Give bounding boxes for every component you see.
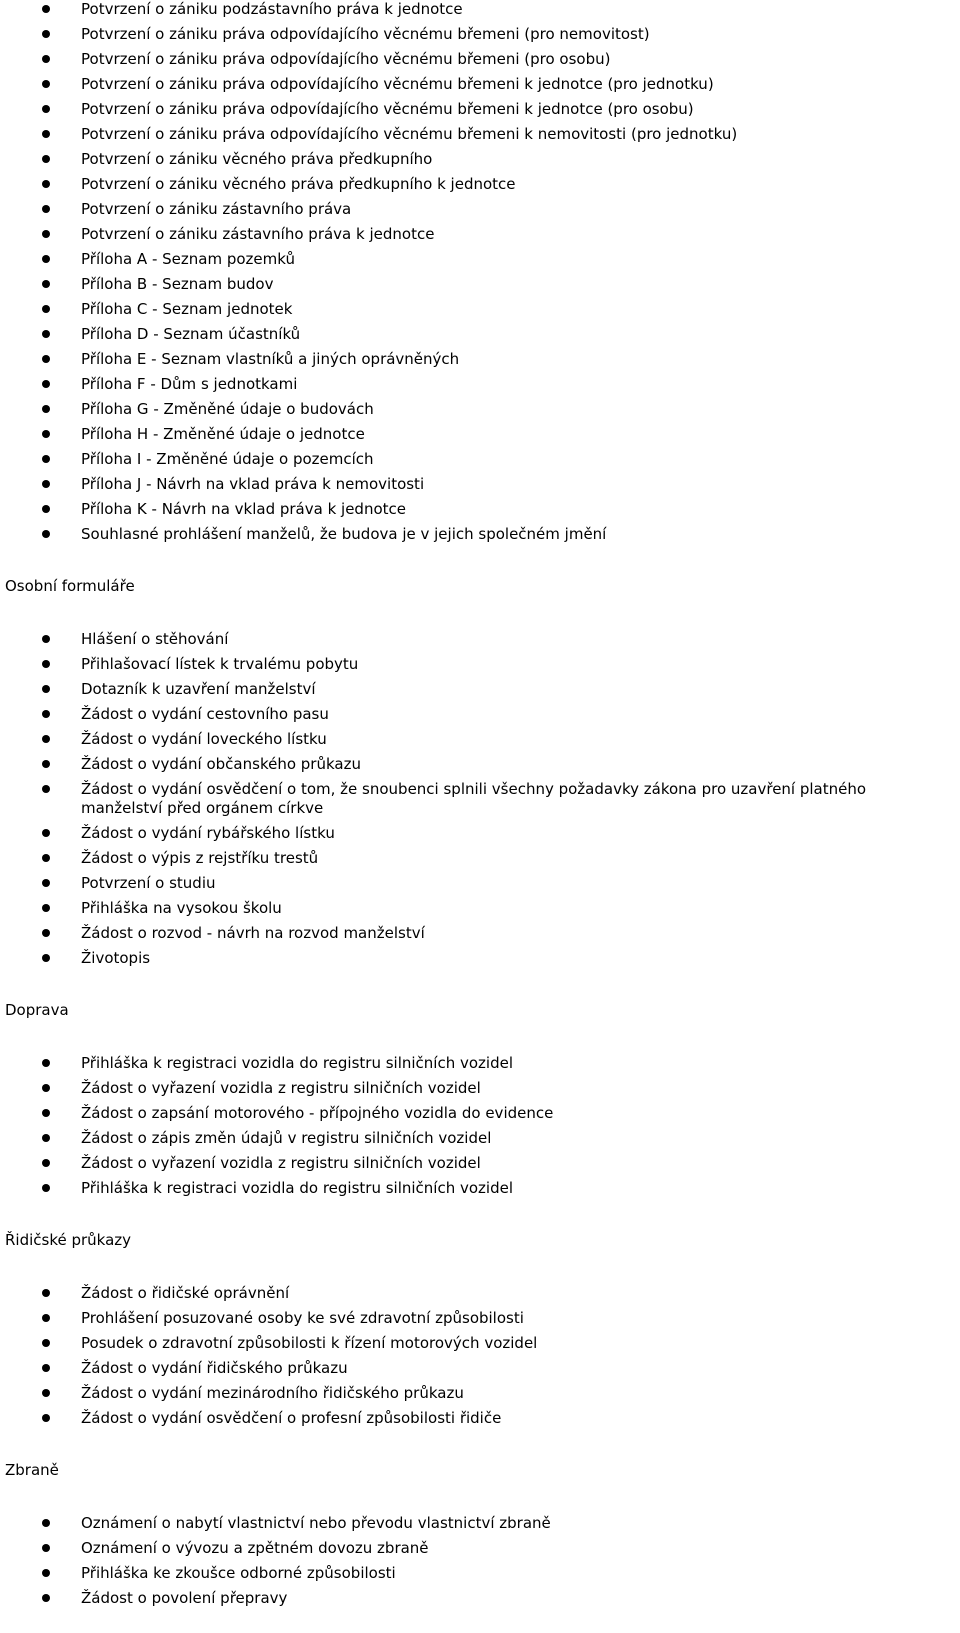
list-item-label: Příloha E - Seznam vlastníků a jiných oprávněných	[81, 350, 460, 368]
list-item[interactable]	[0, 300, 940, 319]
list-item[interactable]	[0, 1179, 940, 1198]
list-item[interactable]	[0, 100, 940, 119]
list-item[interactable]	[0, 730, 940, 749]
list-item[interactable]	[0, 475, 940, 494]
bullet-icon	[42, 280, 50, 288]
list-item[interactable]	[0, 1514, 940, 1533]
bullet-icon	[42, 55, 50, 63]
list-item-label: Přihláška ke zkoušce odborné způsobilosti	[81, 1564, 396, 1582]
list-item-label: Žádost o vydání rybářského lístku	[81, 824, 335, 842]
list-item-label: Žádost o vydání mezinárodního řidičského průkazu	[81, 1384, 464, 1402]
list-item[interactable]	[0, 874, 940, 893]
list-item-label: Potvrzení o zániku zástavního práva	[81, 200, 352, 218]
list-item-label: Žádost o vydání osvědčení o profesní způsobilosti řidiče	[81, 1409, 502, 1427]
forms-list-transport	[0, 1054, 960, 1198]
list-item-label: Příloha J - Návrh na vklad práva k nemovitosti	[81, 475, 425, 493]
list-item-label: Přihláška k registraci vozidla do registru silničních vozidel	[81, 1179, 514, 1197]
list-item[interactable]	[0, 500, 940, 519]
list-item[interactable]	[0, 680, 940, 699]
list-item[interactable]	[0, 425, 940, 444]
bullet-icon	[42, 635, 50, 643]
list-item[interactable]	[0, 824, 940, 843]
list-item-label: Žádost o vyřazení vozidla z registru silničních vozidel	[81, 1079, 481, 1097]
list-item-label: Hlášení o stěhování	[81, 630, 229, 648]
list-item[interactable]	[0, 0, 940, 19]
list-item-label: Příloha I - Změněné údaje o pozemcích	[81, 450, 374, 468]
list-item-label: Žádost o vydání loveckého lístku	[81, 730, 327, 748]
bullet-icon	[42, 480, 50, 488]
bullet-icon	[42, 710, 50, 718]
list-item-label: Posudek o zdravotní způsobilosti k řízení motorových vozidel	[81, 1334, 538, 1352]
list-item-label: Souhlasné prohlášení manželů, že budova je v jejich společném jmění	[81, 525, 607, 543]
list-item[interactable]	[0, 780, 940, 818]
list-item[interactable]	[0, 150, 940, 169]
list-item[interactable]	[0, 630, 940, 649]
bullet-icon	[42, 1569, 50, 1577]
list-item-label: Životopis	[81, 949, 151, 967]
bullet-icon	[42, 430, 50, 438]
bullet-icon	[42, 455, 50, 463]
list-item[interactable]	[0, 1079, 940, 1098]
list-item[interactable]	[0, 755, 940, 774]
bullet-icon	[42, 1109, 50, 1117]
list-item-label: Příloha D - Seznam účastníků	[81, 325, 301, 343]
list-item-label: Potvrzení o zániku věcného práva předkupního k jednotce	[81, 175, 516, 193]
bullet-icon	[42, 255, 50, 263]
list-item[interactable]	[0, 924, 940, 943]
list-item[interactable]	[0, 655, 940, 674]
list-item[interactable]	[0, 275, 940, 294]
bullet-icon	[42, 5, 50, 13]
list-item-label: Příloha H - Změněné údaje o jednotce	[81, 425, 365, 443]
bullet-icon	[42, 1134, 50, 1142]
list-item-label: Oznámení o nabytí vlastnictví nebo převodu vlastnictví zbraně	[81, 1514, 551, 1532]
list-item[interactable]	[0, 350, 940, 369]
section-heading-transport: Doprava	[5, 1001, 69, 1019]
list-item-label: Prohlášení posuzované osoby ke své zdravotní způsobilosti	[81, 1309, 524, 1327]
bullet-icon	[42, 854, 50, 862]
list-item-label: Potvrzení o zániku práva odpovídajícího věcnému břemeni k jednotce (pro osobu)	[81, 100, 694, 118]
list-item-label: Žádost o vydání cestovního pasu	[81, 705, 329, 723]
list-item[interactable]	[0, 400, 940, 419]
list-item[interactable]	[0, 1359, 940, 1378]
list-item-label: Přihláška k registraci vozidla do registru silničních vozidel	[81, 1054, 514, 1072]
list-item-label: Potvrzení o zániku práva odpovídajícího věcnému břemeni (pro osobu)	[81, 50, 611, 68]
list-item[interactable]	[0, 325, 940, 344]
bullet-icon	[42, 355, 50, 363]
section-heading-weapons: Zbraně	[5, 1461, 59, 1479]
list-item[interactable]	[0, 450, 940, 469]
list-item[interactable]	[0, 849, 940, 868]
forms-list-personal	[0, 630, 960, 968]
list-item[interactable]	[0, 1409, 940, 1428]
list-item[interactable]	[0, 1384, 940, 1403]
bullet-icon	[42, 1159, 50, 1167]
list-item-label: Příloha B - Seznam budov	[81, 275, 274, 293]
list-item[interactable]	[0, 1539, 940, 1558]
list-item[interactable]	[0, 175, 940, 194]
bullet-icon	[42, 954, 50, 962]
bullet-icon	[42, 1059, 50, 1067]
forms-list-driving-licences	[0, 1284, 960, 1428]
bullet-icon	[42, 230, 50, 238]
bullet-icon	[42, 505, 50, 513]
list-item-label: Potvrzení o zániku práva odpovídajícího věcnému břemeni (pro nemovitost)	[81, 25, 650, 43]
list-item[interactable]	[0, 525, 940, 544]
list-item-label: Potvrzení o zániku podzástavního práva k jednotce	[81, 0, 463, 18]
list-item[interactable]	[0, 1154, 940, 1173]
bullet-icon	[42, 1339, 50, 1347]
list-item[interactable]	[0, 1054, 940, 1073]
list-item-label: Příloha C - Seznam jednotek	[81, 300, 293, 318]
bullet-icon	[42, 760, 50, 768]
forms-list-weapons	[0, 1514, 960, 1608]
list-item-label: Žádost o výpis z rejstříku trestů	[81, 849, 319, 867]
bullet-icon	[42, 1364, 50, 1372]
list-item-label: Přihlašovací lístek k trvalému pobytu	[81, 655, 359, 673]
bullet-icon	[42, 530, 50, 538]
bullet-icon	[42, 879, 50, 887]
bullet-icon	[42, 1184, 50, 1192]
bullet-icon	[42, 80, 50, 88]
bullet-icon	[42, 155, 50, 163]
bullet-icon	[42, 180, 50, 188]
bullet-icon	[42, 1314, 50, 1322]
list-item[interactable]	[0, 1309, 940, 1328]
bullet-icon	[42, 785, 50, 793]
bullet-icon	[42, 105, 50, 113]
list-item-label: Žádost o vydání občanského průkazu	[81, 755, 361, 773]
list-item[interactable]	[0, 1589, 940, 1608]
bullet-icon	[42, 1594, 50, 1602]
section-heading-personal-forms: Osobní formuláře	[5, 577, 135, 595]
bullet-icon	[42, 1544, 50, 1552]
list-item-label: Příloha K - Návrh na vklad práva k jednotce	[81, 500, 406, 518]
list-item[interactable]	[0, 1129, 940, 1148]
list-item-label: Žádost o vydání řidičského průkazu	[81, 1359, 348, 1377]
bullet-icon	[42, 30, 50, 38]
list-item[interactable]	[0, 1564, 940, 1583]
list-item-label: Oznámení o vývozu a zpětném dovozu zbraně	[81, 1539, 429, 1557]
list-item[interactable]	[0, 225, 940, 244]
list-item[interactable]	[0, 25, 940, 44]
bullet-icon	[42, 1389, 50, 1397]
forms-list-property	[0, 0, 960, 544]
bullet-icon	[42, 1084, 50, 1092]
list-item-label: Žádost o vydání osvědčení o tom, že snoubenci splnili všechny požadavky zákona pro uzavření platného manželství před orgánem církve	[81, 780, 867, 817]
list-item-label: Žádost o rozvod - návrh na rozvod manželství	[81, 924, 425, 942]
list-item[interactable]	[0, 1104, 940, 1123]
list-item[interactable]	[0, 200, 940, 219]
bullet-icon	[42, 685, 50, 693]
bullet-icon	[42, 1519, 50, 1527]
list-item-label: Příloha G - Změněné údaje o budovách	[81, 400, 374, 418]
bullet-icon	[42, 829, 50, 837]
list-item[interactable]	[0, 949, 940, 968]
list-item-label: Žádost o řidičské oprávnění	[81, 1284, 290, 1302]
list-item-label: Žádost o vyřazení vozidla z registru silničních vozidel	[81, 1154, 481, 1172]
list-item-label: Přihláška na vysokou školu	[81, 899, 282, 917]
list-item-label: Žádost o zapsání motorového - přípojného vozidla do evidence	[81, 1104, 554, 1122]
list-item[interactable]	[0, 1284, 940, 1303]
list-item-label: Dotazník k uzavření manželství	[81, 680, 316, 698]
list-item[interactable]	[0, 50, 940, 69]
list-item-label: Potvrzení o zániku práva odpovídajícího věcnému břemeni k jednotce (pro jednotku)	[81, 75, 714, 93]
list-item[interactable]	[0, 75, 940, 94]
bullet-icon	[42, 904, 50, 912]
bullet-icon	[42, 130, 50, 138]
bullet-icon	[42, 1414, 50, 1422]
list-item[interactable]	[0, 250, 940, 269]
list-item[interactable]	[0, 125, 940, 144]
section-heading-driving-licences: Řidičské průkazy	[5, 1231, 132, 1249]
list-item-label: Žádost o povolení přepravy	[81, 1589, 288, 1607]
list-item[interactable]	[0, 899, 940, 918]
list-item[interactable]	[0, 375, 940, 394]
list-item-label: Žádost o zápis změn údajů v registru silničních vozidel	[81, 1129, 492, 1147]
list-item-label: Potvrzení o zániku zástavního práva k jednotce	[81, 225, 435, 243]
bullet-icon	[42, 205, 50, 213]
list-item-label: Potvrzení o studiu	[81, 874, 216, 892]
bullet-icon	[42, 405, 50, 413]
list-item-label: Potvrzení o zániku věcného práva předkupního	[81, 150, 433, 168]
bullet-icon	[42, 735, 50, 743]
bullet-icon	[42, 380, 50, 388]
list-item[interactable]	[0, 705, 940, 724]
list-item[interactable]	[0, 1334, 940, 1353]
bullet-icon	[42, 305, 50, 313]
list-item-label: Příloha F - Dům s jednotkami	[81, 375, 298, 393]
bullet-icon	[42, 330, 50, 338]
list-item-label: Příloha A - Seznam pozemků	[81, 250, 295, 268]
bullet-icon	[42, 660, 50, 668]
bullet-icon	[42, 1289, 50, 1297]
bullet-icon	[42, 929, 50, 937]
list-item-label: Potvrzení o zániku práva odpovídajícího věcnému břemeni k nemovitosti (pro jednotku)	[81, 125, 738, 143]
